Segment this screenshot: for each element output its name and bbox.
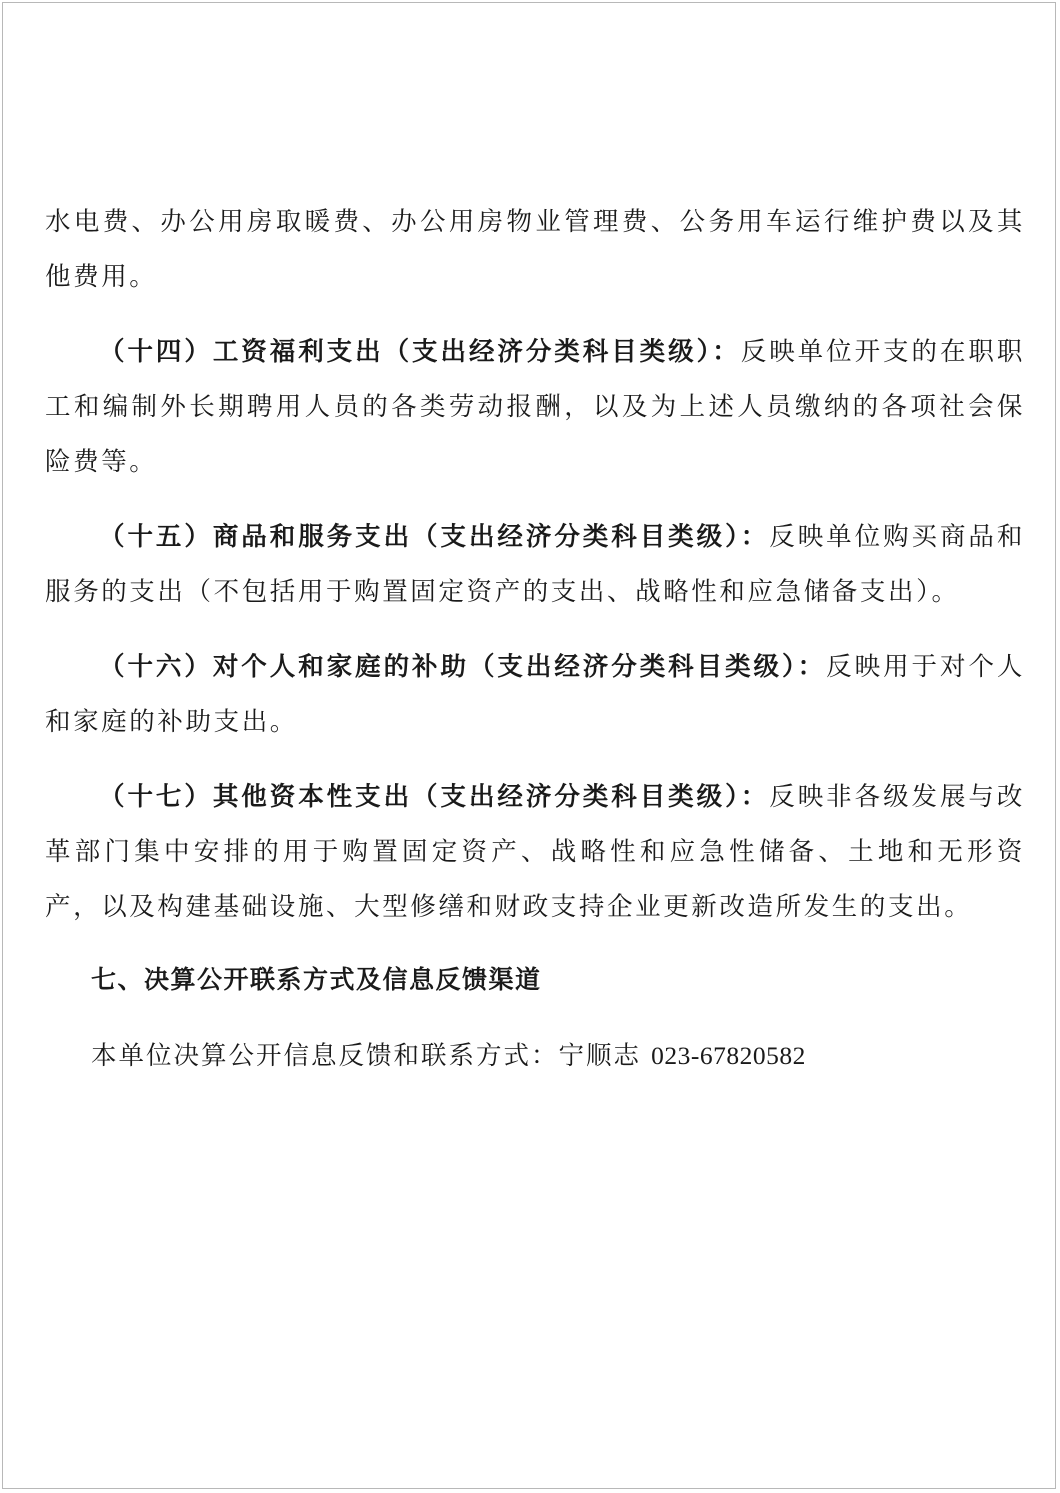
paragraph-text: 反映单位开支的在职职工和编制外长期聘用人员的各类劳动报酬，以及为上述人员缴纳的各项社会保险费等。 (45, 337, 1025, 477)
paragraph-household-subsidy (45, 640, 1025, 750)
paragraph-text: 反映非各级发展与改革部门集中安排的用于购置固定资产、战略性和应急性储备、土地和无形资产，以及构建基础设施、大型修缮和财政支持企业更新改造所发生的支出。 (45, 782, 1025, 922)
paragraph-text: 水电费、办公用房取暖费、办公用房物业管理费、公务用车运行维护费以及其他费用。 (45, 207, 1025, 292)
paragraph-term: （十七）其他资本性支出（支出经济分类科目类级）： (99, 782, 770, 812)
contact-line (45, 1025, 1025, 1087)
contact-label: 本单位决算公开信息反馈和联系方式：宁顺志 (91, 1041, 652, 1071)
paragraph-goods-services (45, 510, 1025, 620)
paragraph-term: （十六）对个人和家庭的补助（支出经济分类科目类级）： (99, 652, 827, 682)
document-page (2, 2, 1056, 1489)
paragraph-text: 反映单位购买商品和服务的支出（不包括用于购置固定资产的支出、战略性和应急储备支出）。 (45, 522, 1025, 607)
paragraph-text: 反映用于对个人和家庭的补助支出。 (45, 652, 1026, 737)
paragraph-other-capital (45, 770, 1025, 935)
paragraph-term: （十五）商品和服务支出（支出经济分类科目类级）： (99, 522, 770, 552)
paragraph-term: （十四）工资福利支出（支出经济分类科目类级）： (99, 337, 741, 367)
paragraph-wage-welfare (45, 325, 1025, 490)
paragraph-continuation (45, 195, 1025, 305)
document-body (45, 195, 1025, 1087)
section-heading: 七、决算公开联系方式及信息反馈渠道 (91, 965, 542, 994)
contact-phone: 023-67820582 (651, 1041, 806, 1070)
